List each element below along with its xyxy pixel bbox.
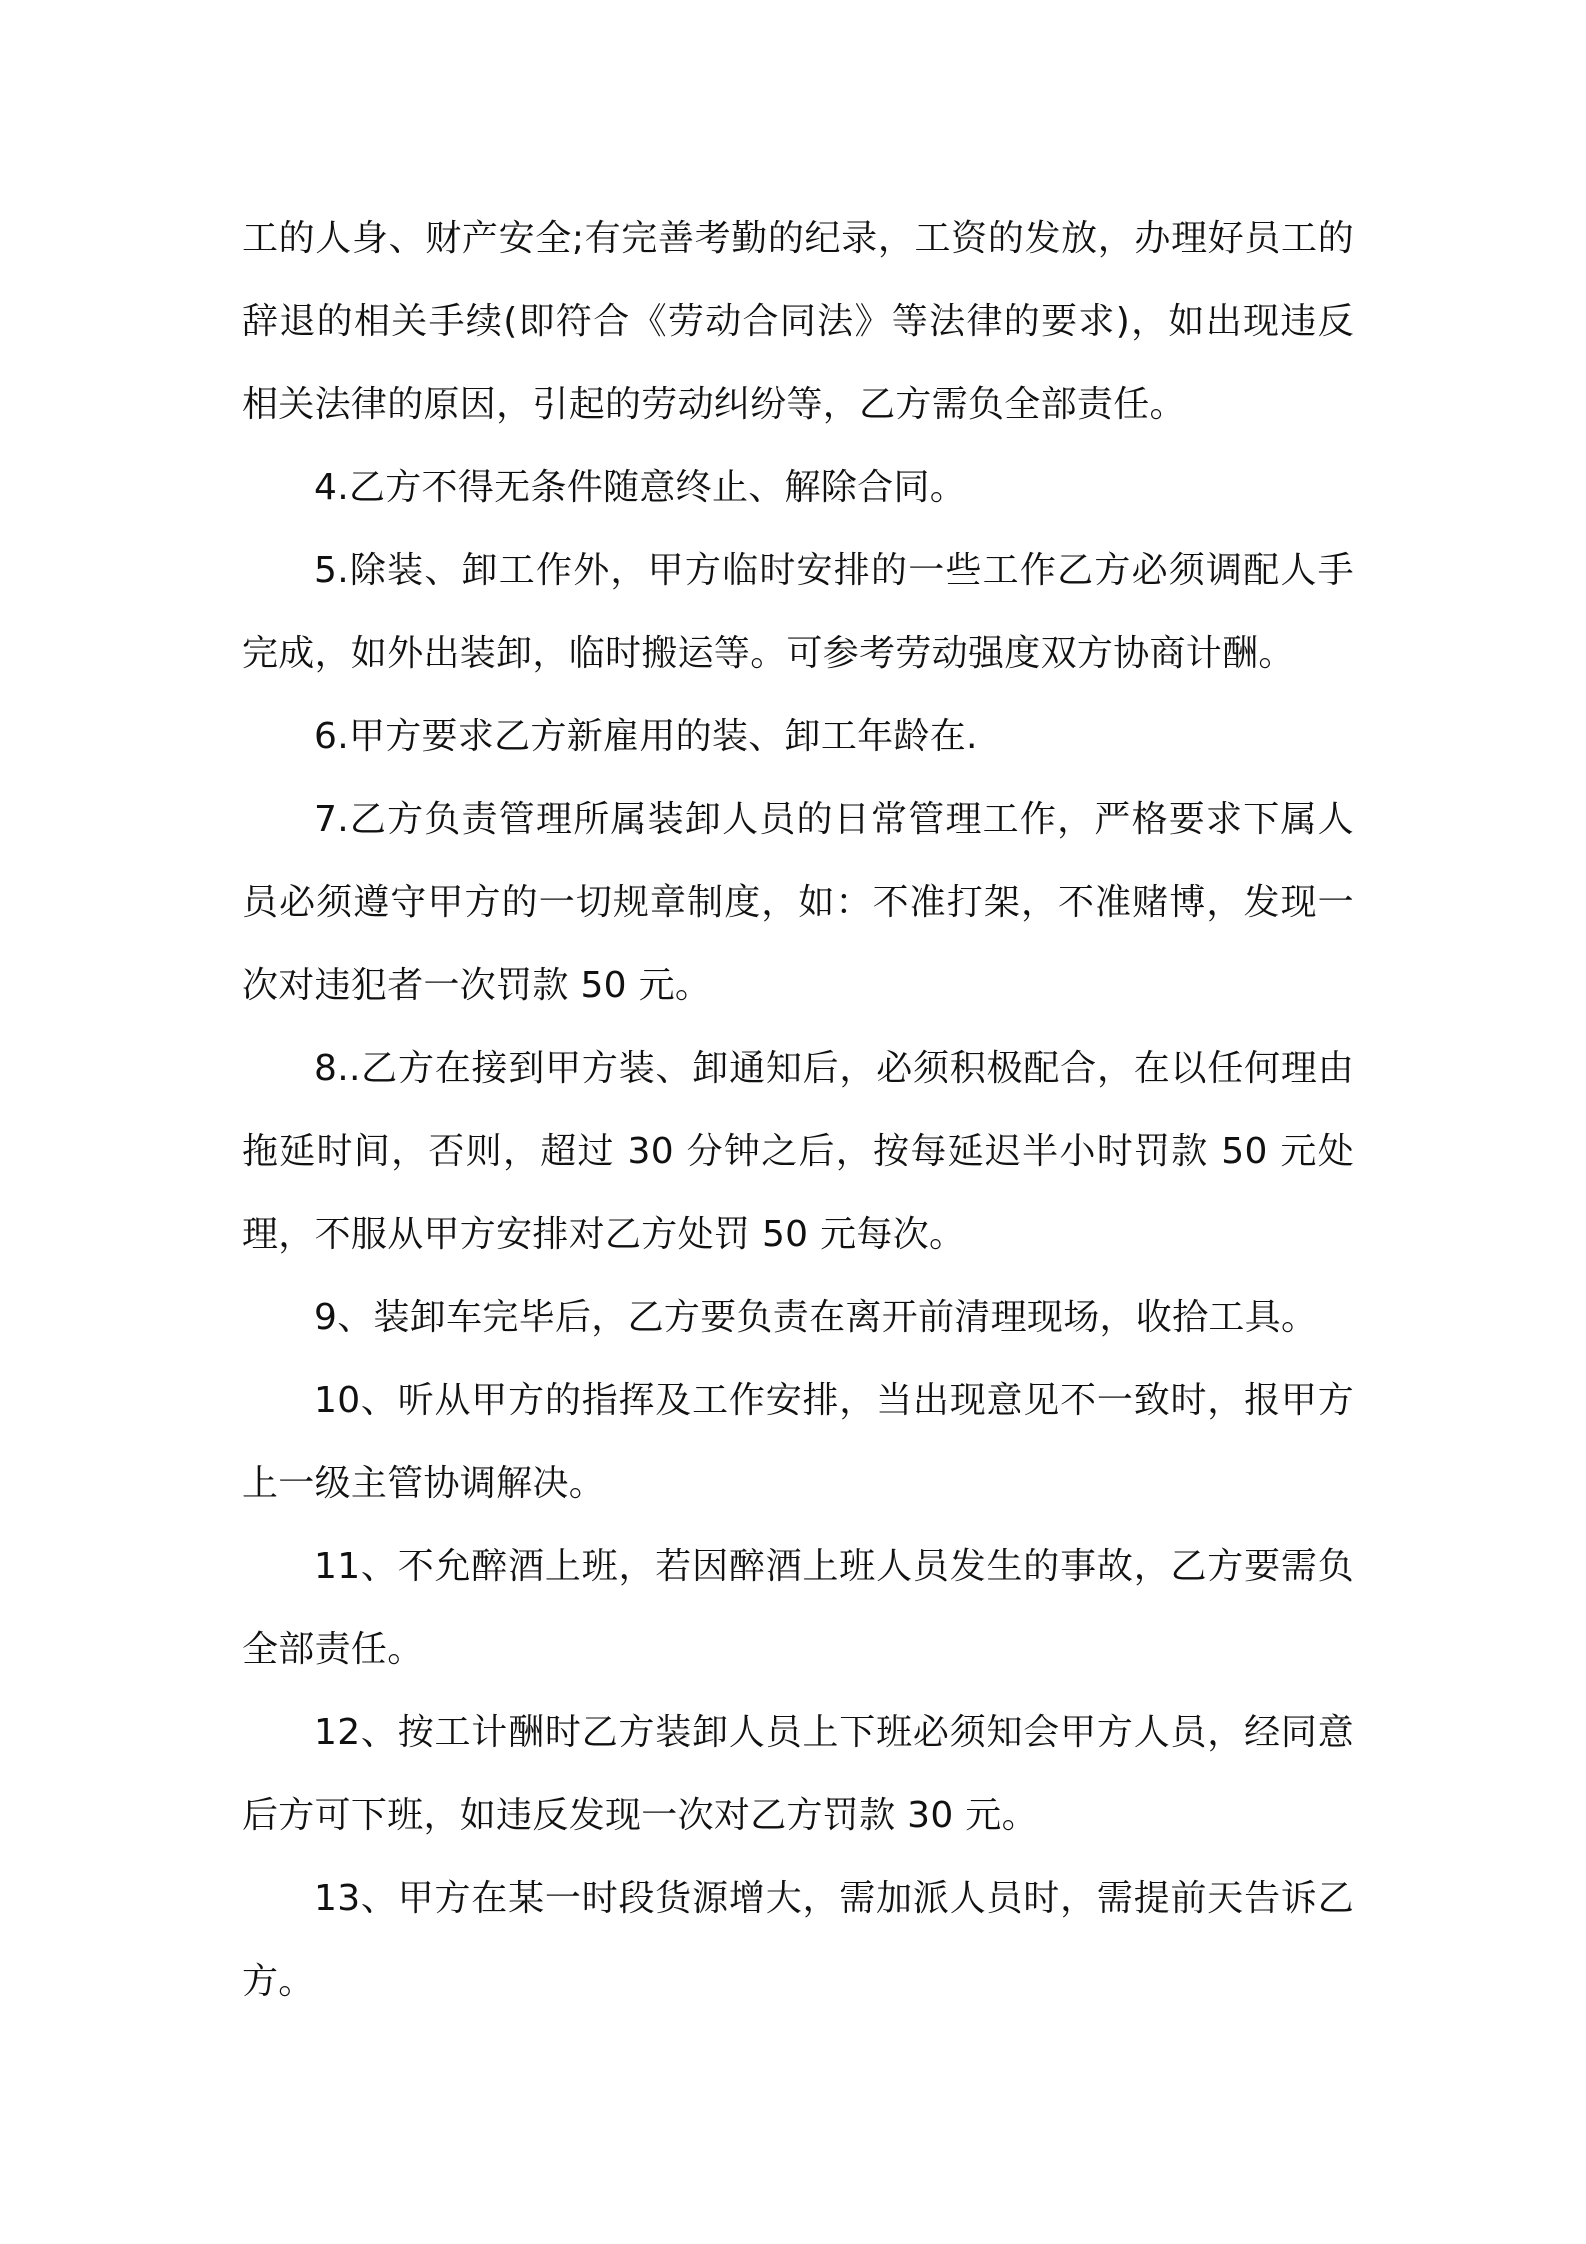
paragraph-item-5: 5.除装、卸工作外，甲方临时安排的一些工作乙方必须调配人手完成，如外出装卸，临时搬运等。可参考劳动强度双方协商计酬。 xyxy=(242,550,1354,674)
paragraph-item-9: 9、装卸车完毕后，乙方要负责在离开前清理现场，收拾工具。 xyxy=(314,1297,1318,1338)
document-body xyxy=(242,197,1354,2023)
paragraph-item-10: 10、听从甲方的指挥及工作安排，当出现意见不一致时，报甲方上一级主管协调解决。 xyxy=(242,1380,1354,1504)
paragraph-item-13: 13、甲方在某一时段货源增大，需加派人员时，需提前天告诉乙方。 xyxy=(242,1878,1354,2002)
paragraph-item-12: 12、按工计酬时乙方装卸人员上下班必须知会甲方人员，经同意后方可下班，如违反发现一次对乙方罚款 30 元。 xyxy=(242,1712,1354,1836)
paragraph-item-11: 11、不允醉酒上班，若因醉酒上班人员发生的事故，乙方要需负全部责任。 xyxy=(242,1546,1354,1670)
paragraph-continued: 工的人身、财产安全;有完善考勤的纪录，工资的发放，办理好员工的辞退的相关手续(即符合《劳动合同法》等法律的要求)，如出现违反相关法律的原因，引起的劳动纠纷等，乙方需负全部责任。 xyxy=(242,218,1354,425)
paragraph-item-4: 4.乙方不得无条件随意终止、解除合同。 xyxy=(314,467,967,508)
paragraph-item-8: 8..乙方在接到甲方装、卸通知后，必须积极配合，在以任何理由拖延时间，否则，超过 30 分钟之后，按每延迟半小时罚款 50 元处理，不服从甲方安排对乙方处罚 50 元每次。 xyxy=(242,1048,1354,1255)
paragraph-item-7: 7.乙方负责管理所属装卸人员的日常管理工作，严格要求下属人员必须遵守甲方的一切规章制度，如：不准打架，不准赌博，发现一次对违犯者一次罚款 50 元。 xyxy=(242,799,1354,1006)
paragraph-item-6: 6.甲方要求乙方新雇用的装、卸工年龄在. xyxy=(314,716,978,757)
